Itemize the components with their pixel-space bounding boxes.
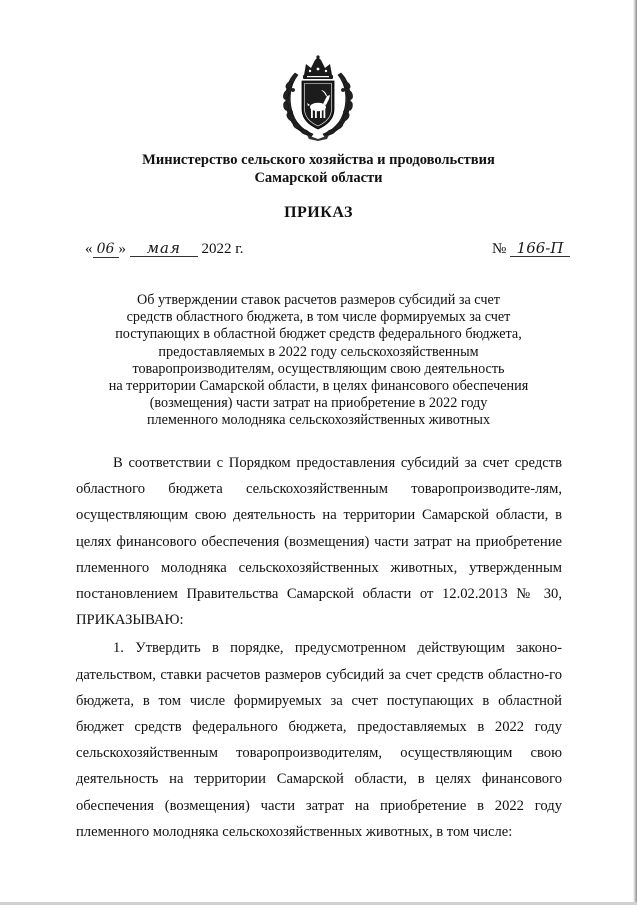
coat-of-arms-icon — [277, 55, 359, 141]
subject-line: Об утверждении ставок расчетов размеров субсидий за счет — [137, 292, 500, 308]
document-subject — [70, 292, 567, 430]
page-edge — [633, 0, 637, 905]
body-paragraph-preamble: В соответствии с Порядком предоставления субсидий за счет средств областного бюджета сельскохозяйственным товаропроизводите-лям, осуществляющим свою деятельность на территории Самарской области, в целях финансового обеспечения (возмещения) части затрат на приобретение племенного молодняка сельскохозяйственных животных, утвержденным постановлением Правительства Самарской области от 12.02.2013 № 30, ПРИКАЗЫВАЮ: — [76, 455, 562, 629]
document-number — [492, 240, 570, 258]
date-year: 2022 г. — [201, 241, 244, 257]
date-month-handwritten: мая — [130, 240, 198, 257]
date-day-handwritten: 06 — [93, 241, 119, 258]
date-open-quote: « — [85, 241, 93, 257]
date-close-quote: » — [118, 241, 126, 257]
subject-line: предоставляемых в 2022 году сельскохозяйственным — [158, 343, 479, 360]
subject-line: на территории Самарской области, в целях финансового обеспечения — [108, 378, 529, 395]
number-prefix: № — [492, 241, 507, 257]
document-type-title: ПРИКАЗ — [284, 204, 353, 221]
subject-line: (возмещения) части затрат на приобретение в 2022 году — [149, 395, 488, 412]
subject-line: средств областного бюджета, в том числе формируемых за счет — [126, 309, 511, 326]
body-paragraph-item-1: 1. Утвердить в порядке, предусмотренном действующим законо-дательством, ставки расчетов размеров субсидий за счет средств областно-го бюджета, в том числе формируемых за счет поступающих в областной бюджет средств федерального бюджета, предоставляемых в 2022 году сельскохозяйственным товаропроизводителям, осуществляющим свою деятельность на территории Самарской области, в целях финансового обеспечения (возмещения) части затрат на приобретение в 2022 году племенного молодняка сельскохозяйственных животных, в том числе: — [76, 640, 562, 840]
subject-line: племенного молодняка сельскохозяйственных животных — [146, 412, 491, 429]
ministry-name-line: Министерство сельского хозяйства и продовольствия — [142, 152, 495, 168]
subject-line: товаропроизводителям, осуществляющим свою деятельность — [132, 360, 505, 377]
ministry-header — [60, 151, 577, 187]
subject-line: поступающих в областной бюджет средств федерального бюджета, — [115, 326, 522, 343]
document-date — [85, 240, 243, 258]
ministry-region-line: Самарской области — [254, 170, 383, 186]
number-value-handwritten: 166-П — [510, 240, 570, 257]
document-body — [76, 450, 562, 845]
